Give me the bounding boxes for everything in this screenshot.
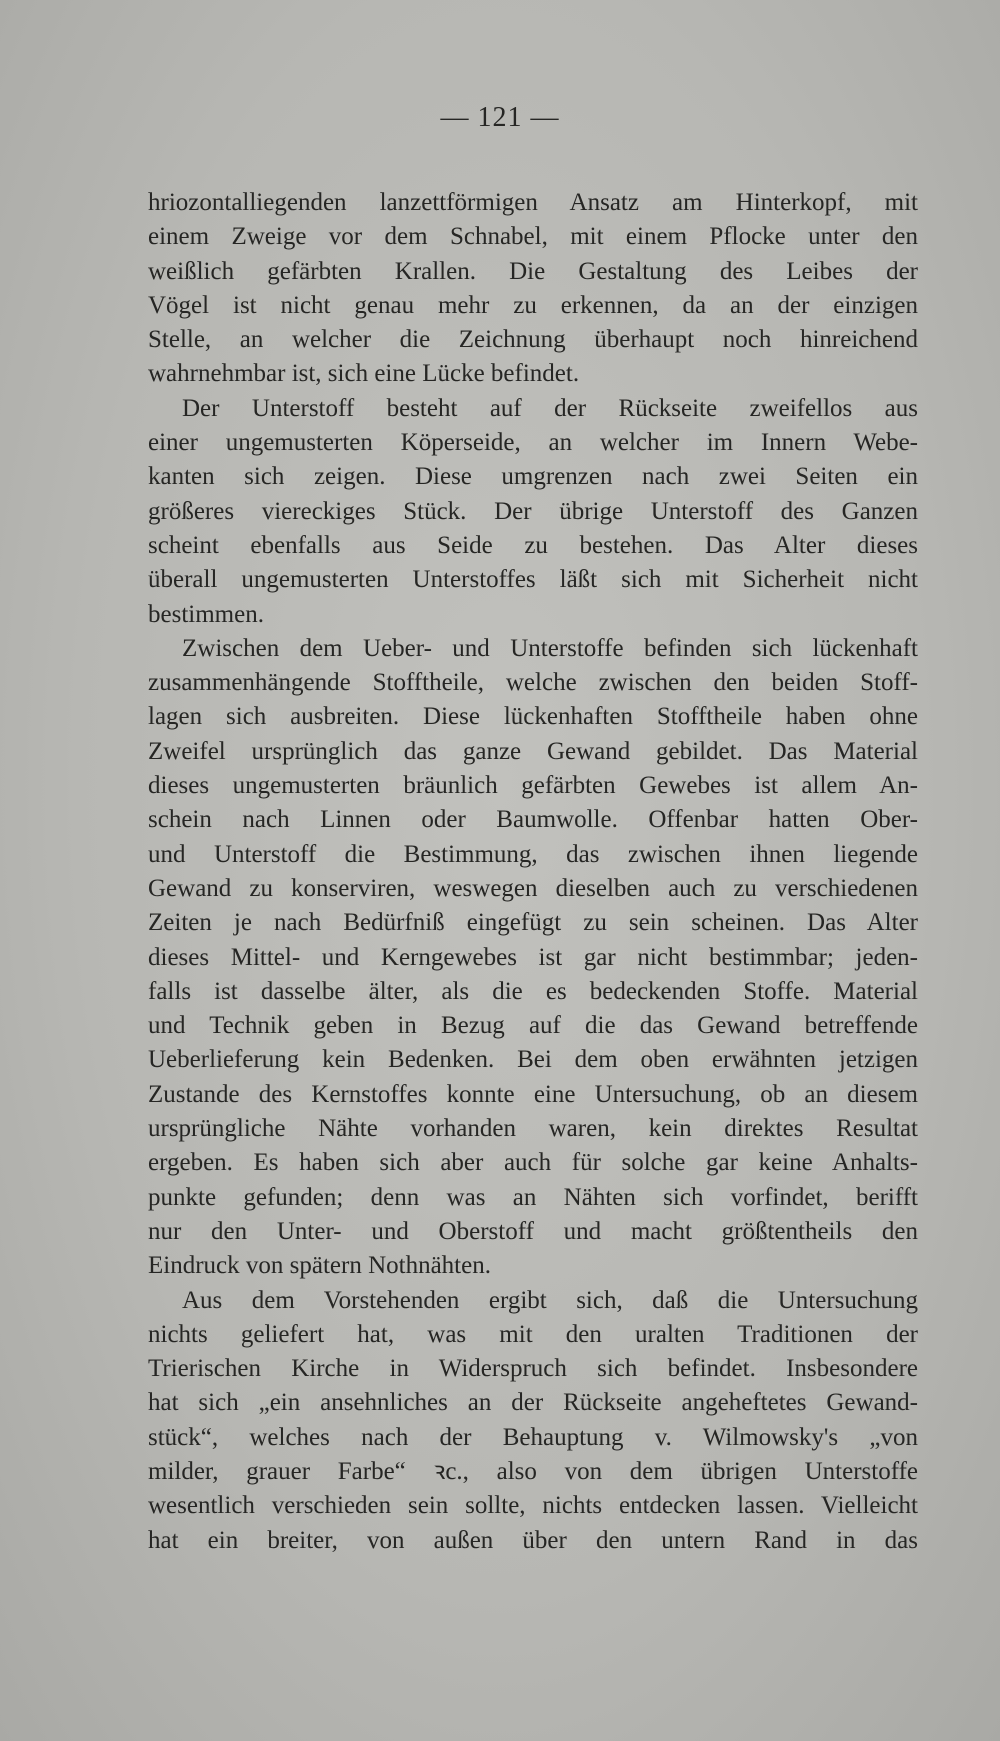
text-line: zusammenhängende Stofftheile, welche zwischen den beiden Stoff- <box>148 669 918 697</box>
body-text <box>148 186 918 1558</box>
page-number: — 121 — <box>440 102 560 133</box>
text-line: hat ein breiter, von außen über den untern Rand in das <box>148 1526 918 1554</box>
text-line: scheint ebenfalls aus Seide zu bestehen. Das Alter dieses <box>148 531 918 559</box>
text-line: schein nach Linnen oder Baumwolle. Offenbar hatten Ober- <box>148 806 918 834</box>
paragraph-first-line: Zwischen dem Ueber- und Unterstoffe befinden sich lückenhaft <box>182 634 918 662</box>
text-line: und Unterstoff die Bestimmung, das zwischen ihnen liegende <box>148 840 918 868</box>
paragraph-first-line: Der Unterstoff besteht auf der Rückseite zweifellos aus <box>182 394 918 422</box>
text-line: und Technik geben in Bezug auf die das Gewand betreffende <box>148 1012 918 1040</box>
text-line: weißlich gefärbten Krallen. Die Gestaltung des Leibes der <box>148 257 918 285</box>
text-line: Zustande des Kernstoffes konnte eine Untersuchung, ob an diesem <box>148 1080 918 1108</box>
text-line: Vögel ist nicht genau mehr zu erkennen, da an der einzigen <box>148 291 918 319</box>
text-line: Zeiten je nach Bedürfniß eingefügt zu sein scheinen. Das Alter <box>148 909 918 937</box>
text-line: hat sich „ein ansehnliches an der Rückseite angeheftetes Gewand- <box>148 1389 918 1417</box>
text-line: überall ungemusterten Unterstoffes läßt sich mit Sicherheit nicht <box>148 566 918 594</box>
text-line: größeres viereckiges Stück. Der übrige Unterstoff des Ganzen <box>148 497 918 525</box>
text-line: falls ist dasselbe älter, als die es bedeckenden Stoffe. Material <box>148 977 918 1005</box>
text-line: lagen sich ausbreiten. Diese lückenhaften Stofftheile haben ohne <box>148 703 918 731</box>
text-line: einer ungemusterten Köperseide, an welcher im Innern Webe- <box>148 429 918 457</box>
text-line: dieses ungemusterten bräunlich gefärbten Gewebes ist allem An- <box>148 772 918 800</box>
text-line: dieses Mittel- und Kerngewebes ist gar nicht bestimmbar; jeden- <box>148 943 918 971</box>
text-line: Zweifel ursprünglich das ganze Gewand gebildet. Das Material <box>148 737 918 765</box>
text-line: Gewand zu konserviren, weswegen dieselben auch zu verschiedenen <box>148 874 918 902</box>
text-line: einem Zweige vor dem Schnabel, mit einem Pflocke unter den <box>148 223 918 251</box>
text-line: stück“, welches nach der Behauptung v. Wilmowsky's „von <box>148 1423 918 1451</box>
text-line: nur den Unter- und Oberstoff und macht größtentheils den <box>148 1217 918 1245</box>
text-line: milder, grauer Farbe“ ꝛc., also von dem übrigen Unterstoffe <box>148 1457 918 1485</box>
text-line: wesentlich verschieden sein sollte, nichts entdecken lassen. Vielleicht <box>148 1492 918 1520</box>
text-line: nichts geliefert hat, was mit den uralten Traditionen der <box>148 1320 918 1348</box>
text-line: ergeben. Es haben sich aber auch für solche gar keine Anhalts- <box>148 1149 918 1177</box>
text-line: Trierischen Kirche in Widerspruch sich befindet. Insbesondere <box>148 1355 918 1383</box>
text-line: hriozontalliegenden lanzettförmigen Ansatz am Hinterkopf, mit <box>148 189 918 216</box>
text-line: Eindruck von spätern Nothnähten. <box>148 1252 491 1280</box>
paragraph-first-line: Aus dem Vorstehenden ergibt sich, daß die Untersuchung <box>182 1286 918 1314</box>
text-line: wahrnehmbar ist, sich eine Lücke befindet. <box>148 360 580 388</box>
text-line: Ueberlieferung kein Bedenken. Bei dem oben erwähnten jetzigen <box>148 1046 918 1074</box>
text-line: bestimmen. <box>148 600 264 628</box>
text-line: Stelle, an welcher die Zeichnung überhaupt noch hinreichend <box>148 326 918 354</box>
text-line: ursprüngliche Nähte vorhanden waren, kein direktes Resultat <box>148 1115 918 1143</box>
text-line: kanten sich zeigen. Diese umgrenzen nach zwei Seiten ein <box>148 463 918 491</box>
text-line: punkte gefunden; denn was an Nähten sich vorfindet, berifft <box>148 1183 918 1211</box>
